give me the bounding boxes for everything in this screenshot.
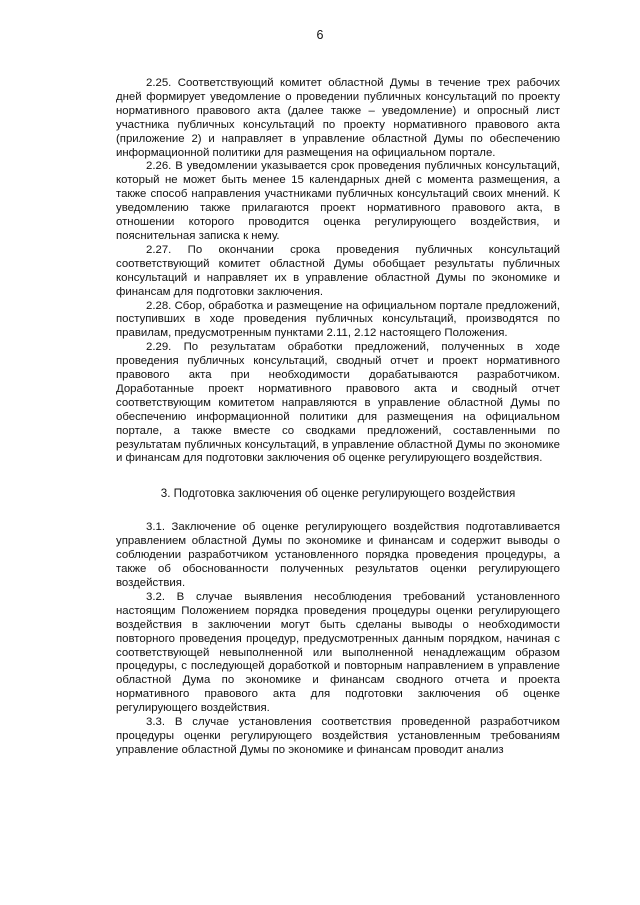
paragraph-2-28: 2.28. Сбор, обработка и размещение на официальном портале предложений, поступивших в ходе проведения публичных консультаций, производятся по правилам, предусмотренным пунктами 2.11, 2.12 настоящего Положения. [116,299,560,340]
paragraph-2-27: 2.27. По окончании срока проведения публичных консультаций соответствующий комитет областной Думы обобщает результаты публичных консультаций и направляет их в управление областной Думы по экономике и финансам для подготовки заключения. [116,243,560,298]
paragraph-3-1: 3.1. Заключение об оценке регулирующего воздействия подготавливается управлением областной Думы по экономике и финансам и содержит выводы о соблюдении разработчиком установленного порядка проведения процедуры, а также об обоснованности полученных результатов оценки регулирующего воздействия. [116,521,560,589]
paragraph-2-25: 2.25. Соответствующий комитет областной Думы в течение трех рабочих дней формирует уведомление о проведении публичных консультаций по проекту нормативного правового акта (далее также – уведомление) и опросный лист участника публичных консультаций по проекту нормативного правового акта (приложение 2) и направляет в управление областной Думы по обеспечению информационной политики для размещения на официальном портале. [116,77,560,159]
paragraph-2-26: 2.26. В уведомлении указывается срок проведения публичных консультаций, который не может быть менее 15 календарных дней с момента размещения, а также способ направления участниками публичных консультаций своих мнений. К уведомлению также прилагаются проект нормативного правового акта, в отношении которого проводится оценка регулирующего воздействия, и пояснительная записка к нему. [116,160,560,242]
document-body [116,77,560,758]
paragraph-3-2: 3.2. В случае выявления несоблюдения требований установленного настоящим Положением порядка проведения процедуры оценки регулирующего воздействия в заключении могут быть сделаны выводы о необходимости повторного проведения процедур, предусмотренных данным порядком, начиная с соответствующей невыполненной или выполненной ненадлежащим образом процедуры, с последующей доработкой и повторным направлением в управление областной Дума по экономике и финансам сводного отчета и проекта нормативного правового акта для подготовки заключения об оценке регулирующего воздействия. [116,590,560,715]
paragraph-3-3: 3.3. В случае установления соответствия проведенной разработчиком процедуры оценки регулирующего воздействия установленным требованиям управление областной Думы по экономике и финансам проводит анализ [116,716,560,756]
page-number: 6 [316,28,324,42]
paragraph-2-29: 2.29. По результатам обработки предложений, полученных в ходе проведения публичных консультаций, сводный отчет и проект нормативного правового акта при необходимости дорабатываются разработчиком. Доработанные проект нормативного правового акта и сводный отчет соответствующим комитетом направляются в управление областной Думы по обеспечению информационной политики для размещения на официальном портале, а также вместе со сводками предложений, составленными по результатам публичных консультаций, в управление областной Думы по экономике и финансам для подготовки заключения об оценке регулирующего воздействия. [116,341,560,465]
section-3-heading: 3. Подготовка заключения об оценке регулирующего воздействия [160,487,516,501]
